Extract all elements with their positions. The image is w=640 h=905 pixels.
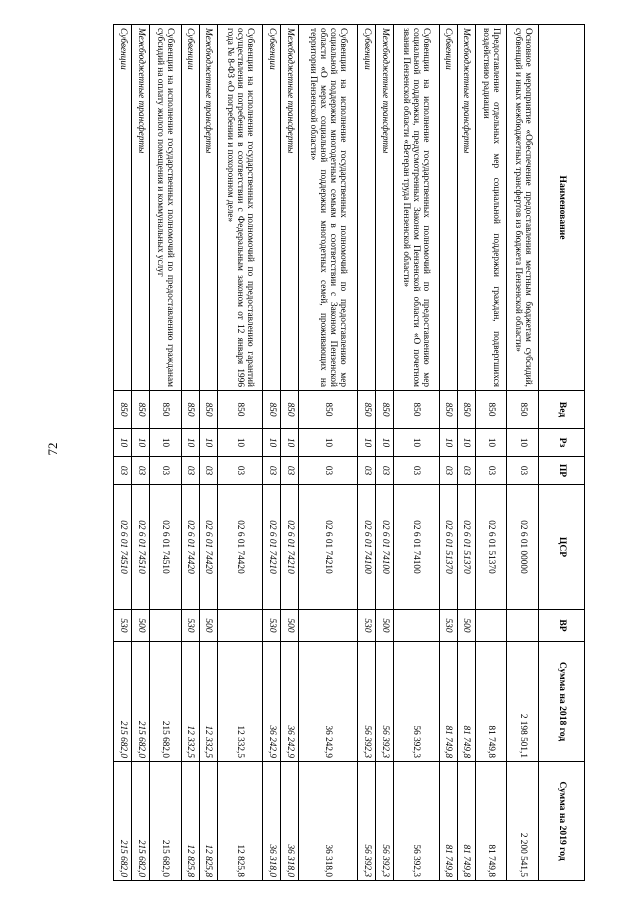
sum-2018-cell: 56 392,3: [394, 642, 440, 762]
rz-cell: 10: [358, 429, 376, 457]
name-cell: Субвенции: [358, 25, 376, 391]
sum-2018-cell: 81 749,8: [475, 642, 507, 762]
rz-cell: 10: [114, 429, 132, 457]
vr-cell: 500: [199, 610, 217, 642]
vr-cell: 500: [281, 610, 299, 642]
sum-2018-cell: 215 682,0: [150, 642, 182, 762]
header-ved: Вед: [539, 391, 585, 429]
table-row: [457, 25, 475, 881]
csr-cell: 02 6 01 51370: [457, 485, 475, 610]
csr-cell: 02 6 01 74420: [217, 485, 263, 610]
csr-cell: 02 6 01 74510: [114, 485, 132, 610]
name-cell: Межбюджетные трансферты: [376, 25, 394, 391]
rz-cell: 10: [507, 429, 539, 457]
sum-2018-cell: 81 749,8: [439, 642, 457, 762]
name-cell: Субвенции: [439, 25, 457, 391]
rz-cell: 10: [263, 429, 281, 457]
ved-cell: 850: [150, 391, 182, 429]
pr-cell: 03: [114, 457, 132, 485]
sum-2019-cell: 81 749,8: [439, 762, 457, 881]
ved-cell: 850: [132, 391, 150, 429]
ved-cell: 850: [376, 391, 394, 429]
rz-cell: 10: [150, 429, 182, 457]
name-cell: Межбюджетные трансферты: [132, 25, 150, 391]
table-row: [394, 25, 440, 881]
sum-2019-cell: 36 318,0: [298, 762, 357, 881]
sum-2019-cell: 215 682,0: [114, 762, 132, 881]
vr-cell: [217, 610, 263, 642]
pr-cell: 03: [376, 457, 394, 485]
rz-cell: 10: [132, 429, 150, 457]
sum-2018-cell: 81 749,8: [457, 642, 475, 762]
rz-cell: 10: [376, 429, 394, 457]
sum-2018-cell: 36 242,9: [298, 642, 357, 762]
pr-cell: 03: [199, 457, 217, 485]
table-row: [507, 25, 539, 881]
rz-cell: 10: [181, 429, 199, 457]
pr-cell: 03: [358, 457, 376, 485]
name-cell: Субвенции: [181, 25, 199, 391]
sum-2019-cell: 81 749,8: [475, 762, 507, 881]
header-rz: Рз: [539, 429, 585, 457]
sum-2019-cell: 56 392,3: [376, 762, 394, 881]
ved-cell: 850: [507, 391, 539, 429]
csr-cell: 02 6 01 74210: [263, 485, 281, 610]
vr-cell: 530: [114, 610, 132, 642]
rz-cell: 10: [439, 429, 457, 457]
header-sum-2019: Сумма на 2019 год: [539, 762, 585, 881]
ved-cell: 850: [263, 391, 281, 429]
csr-cell: 02 6 01 74420: [199, 485, 217, 610]
vr-cell: 530: [181, 610, 199, 642]
ved-cell: 850: [298, 391, 357, 429]
name-cell: Субвенции: [114, 25, 132, 391]
vr-cell: 500: [457, 610, 475, 642]
pr-cell: 03: [132, 457, 150, 485]
table-row: [217, 25, 263, 881]
csr-cell: 02 6 01 74510: [150, 485, 182, 610]
table-header-row: [539, 25, 585, 881]
sum-2019-cell: 36 318,0: [281, 762, 299, 881]
header-sum-2018: Сумма на 2018 год: [539, 642, 585, 762]
sum-2018-cell: 12 332,5: [217, 642, 263, 762]
csr-cell: 02 6 01 74210: [298, 485, 357, 610]
table-row: [150, 25, 182, 881]
table-row: [281, 25, 299, 881]
csr-cell: 02 6 01 74510: [132, 485, 150, 610]
csr-cell: 02 6 01 51370: [439, 485, 457, 610]
sum-2019-cell: 2 200 541,5: [507, 762, 539, 881]
table-row: [475, 25, 507, 881]
name-cell: Субвенции на исполнение государственных полномочий по предоставлению мер социальной поддержки, предусмотренных Законом Пензенской области «О почетном звании Пензенской области «Ветеран труда Пензенской области»: [394, 25, 440, 391]
ved-cell: 850: [217, 391, 263, 429]
sum-2018-cell: 2 198 501,1: [507, 642, 539, 762]
pr-cell: 03: [507, 457, 539, 485]
vr-cell: 530: [439, 610, 457, 642]
pr-cell: 03: [394, 457, 440, 485]
csr-cell: 02 6 01 74100: [394, 485, 440, 610]
sum-2018-cell: 36 242,9: [281, 642, 299, 762]
vr-cell: [475, 610, 507, 642]
sum-2018-cell: 215 682,0: [132, 642, 150, 762]
ved-cell: 850: [199, 391, 217, 429]
table-row: [199, 25, 217, 881]
header-name: Наименование: [539, 25, 585, 391]
name-cell: Предоставление отдельных мер социальной поддержки граждан, подвергшихся воздействию радиации: [475, 25, 507, 391]
vr-cell: [298, 610, 357, 642]
pr-cell: 03: [150, 457, 182, 485]
pr-cell: 03: [439, 457, 457, 485]
name-cell: Субвенции на исполнение государственных полномочий по предоставлению гражданам субсидий на оплату жилого помещения и коммунальных услуг: [150, 25, 182, 391]
rz-cell: 10: [298, 429, 357, 457]
budget-table: [113, 24, 585, 881]
table-row: [132, 25, 150, 881]
ved-cell: 850: [114, 391, 132, 429]
vr-cell: [507, 610, 539, 642]
sum-2018-cell: 215 682,0: [114, 642, 132, 762]
table-row: [263, 25, 281, 881]
header-vr: ВР: [539, 610, 585, 642]
sum-2019-cell: 56 392,3: [394, 762, 440, 881]
pr-cell: 03: [475, 457, 507, 485]
rotated-table-container: [113, 24, 585, 880]
csr-cell: 02 6 01 74100: [358, 485, 376, 610]
sum-2018-cell: 12 332,5: [199, 642, 217, 762]
sum-2018-cell: 56 392,3: [358, 642, 376, 762]
name-cell: Межбюджетные трансферты: [457, 25, 475, 391]
name-cell: Межбюджетные трансферты: [199, 25, 217, 391]
table-row: [358, 25, 376, 881]
sum-2019-cell: 12 825,8: [199, 762, 217, 881]
name-cell: Основное мероприятие «Обеспечение предоставления местным бюджетам субсидий, субвенций и иных межбюджетных трансфертов из бюджета Пензенской области»: [507, 25, 539, 391]
name-cell: Субвенции: [263, 25, 281, 391]
sum-2019-cell: 36 318,0: [263, 762, 281, 881]
pr-cell: 03: [298, 457, 357, 485]
csr-cell: 02 6 01 00000: [507, 485, 539, 610]
rz-cell: 10: [475, 429, 507, 457]
rz-cell: 10: [199, 429, 217, 457]
pr-cell: 03: [263, 457, 281, 485]
vr-cell: [394, 610, 440, 642]
sum-2018-cell: 12 332,5: [181, 642, 199, 762]
table-row: [181, 25, 199, 881]
name-cell: Субвенции на исполнение государственных полномочий по предоставлению гарантий осуществления погребения в соответствии с Федеральным законом от 12 января 1996 года № 8-ФЗ «О погребении и похоронном деле»: [217, 25, 263, 391]
vr-cell: 500: [376, 610, 394, 642]
name-cell: Субвенции на исполнение государственных полномочий по предоставлению мер социальной поддержки многодетным семьям в соответствии с Законом Пензенской области «О мерах социальной поддержки многодетных семей, проживающих на территории Пензенской области»: [298, 25, 357, 391]
ved-cell: 850: [358, 391, 376, 429]
header-csr: ЦСР: [539, 485, 585, 610]
rz-cell: 10: [281, 429, 299, 457]
ved-cell: 850: [281, 391, 299, 429]
sum-2019-cell: 81 749,8: [457, 762, 475, 881]
table-row: [439, 25, 457, 881]
pr-cell: 03: [181, 457, 199, 485]
sum-2018-cell: 56 392,3: [376, 642, 394, 762]
vr-cell: [150, 610, 182, 642]
vr-cell: 500: [132, 610, 150, 642]
sum-2019-cell: 56 392,3: [358, 762, 376, 881]
csr-cell: 02 6 01 74420: [181, 485, 199, 610]
page-number: 72: [45, 442, 60, 456]
ved-cell: 850: [475, 391, 507, 429]
sum-2019-cell: 12 825,8: [181, 762, 199, 881]
ved-cell: 850: [457, 391, 475, 429]
pr-cell: 03: [281, 457, 299, 485]
ved-cell: 850: [394, 391, 440, 429]
ved-cell: 850: [181, 391, 199, 429]
table-row: [298, 25, 357, 881]
vr-cell: 530: [263, 610, 281, 642]
name-cell: Межбюджетные трансферты: [281, 25, 299, 391]
csr-cell: 02 6 01 74210: [281, 485, 299, 610]
rz-cell: 10: [457, 429, 475, 457]
table-row: [114, 25, 132, 881]
rz-cell: 10: [217, 429, 263, 457]
csr-cell: 02 6 01 74100: [376, 485, 394, 610]
rz-cell: 10: [394, 429, 440, 457]
ved-cell: 850: [439, 391, 457, 429]
table-body: [114, 25, 539, 881]
sum-2018-cell: 36 242,9: [263, 642, 281, 762]
sum-2019-cell: 12 825,8: [217, 762, 263, 881]
pr-cell: 03: [457, 457, 475, 485]
sum-2019-cell: 215 682,0: [150, 762, 182, 881]
table-row: [376, 25, 394, 881]
csr-cell: 02 6 01 51370: [475, 485, 507, 610]
sum-2019-cell: 215 682,0: [132, 762, 150, 881]
pr-cell: 03: [217, 457, 263, 485]
vr-cell: 530: [358, 610, 376, 642]
header-pr: ПР: [539, 457, 585, 485]
